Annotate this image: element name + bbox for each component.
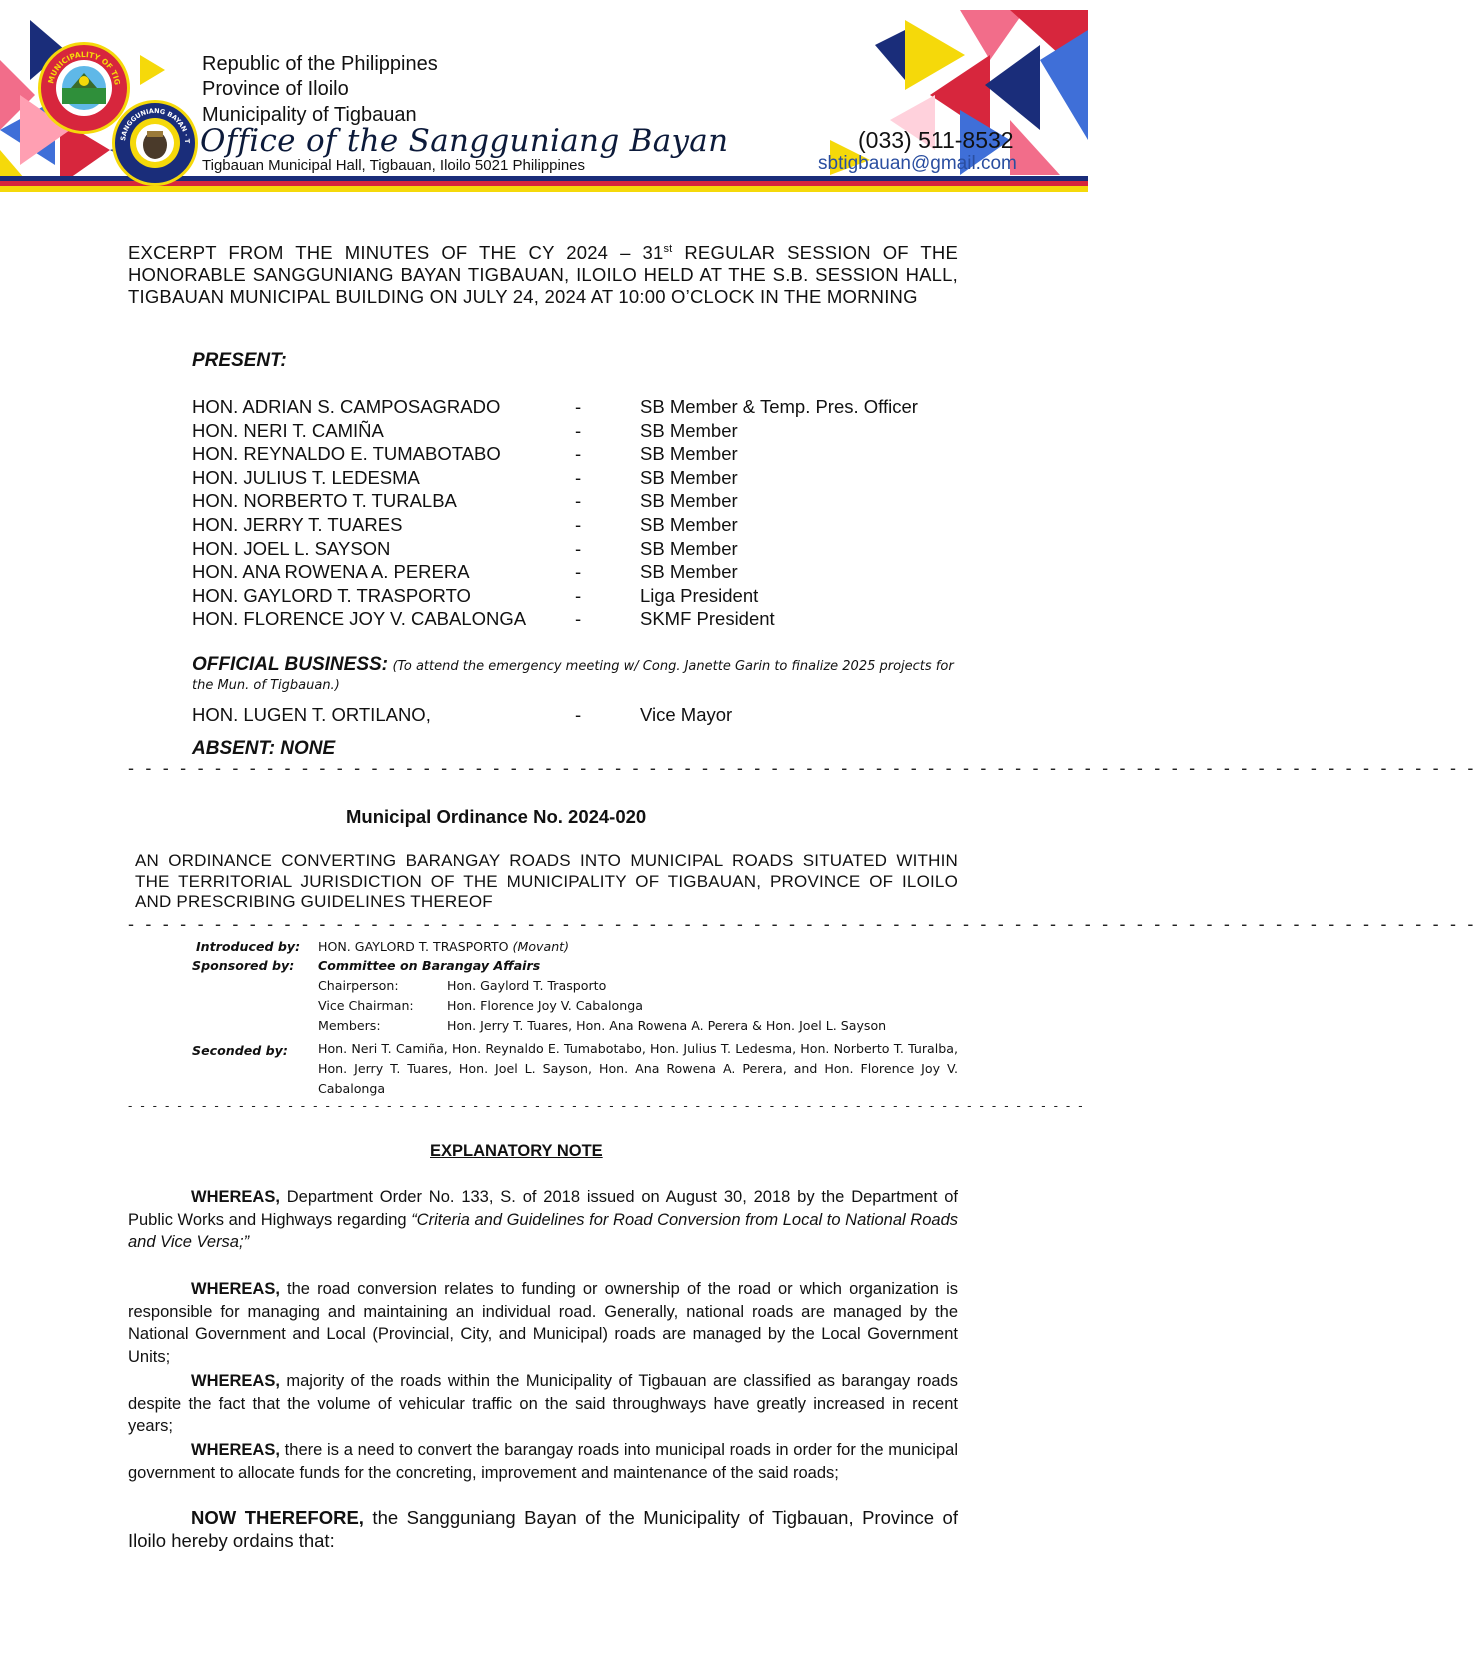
introduced-label: Introduced by: <box>196 939 301 954</box>
committee-name: Committee on Barangay Affairs <box>318 958 541 973</box>
member-role: SB Member <box>640 443 738 465</box>
official-business-note-cont: the Mun. of Tigbauan.) <box>192 678 340 693</box>
seal-left-text: MUNICIPALITY OF TIG <box>46 49 122 86</box>
decor-triangle <box>960 10 1025 60</box>
member-separator: - <box>575 490 582 512</box>
whereas-keyword: WHEREAS, <box>191 1441 280 1459</box>
member-separator: - <box>575 396 582 417</box>
whereas-3-text: majority of the roads within the Municipality of Tigbauan are classified as barangay roads despite the fact that the volume of vehicular traffic on the said throughways have greatly increased in recent years; <box>128 1372 958 1435</box>
member-name: HON. JOEL L. SAYSON <box>192 537 391 559</box>
member-role: SKMF President <box>640 608 775 630</box>
member-separator: - <box>575 537 582 559</box>
decor-triangle <box>985 45 1040 130</box>
decor-triangle <box>875 30 905 80</box>
ordinance-title: AN ORDINANCE CONVERTING BARANGAY ROADS INTO MUNICIPAL ROADS SITUATED WITHIN THE TERRITORIAL JURISDICTION OF THE MUNICIPALITY OF TIGBAUAN, PROVINCE OF ILOILO AND PRESCRIBING GUIDELINES THEREOF <box>135 851 958 911</box>
chair-label: Chairperson: <box>318 978 399 993</box>
country-line: Republic of the Philippines <box>202 53 438 75</box>
member-separator: - <box>575 608 582 630</box>
decor-triangle <box>1040 30 1088 140</box>
seconded-label: Seconded by: <box>192 1043 288 1058</box>
member-role: SB Member <box>640 490 738 512</box>
office-email[interactable]: sbtigbauan@gmail.com <box>818 153 1017 174</box>
member-role: SB Member <box>640 466 738 488</box>
whereas-4-text: there is a need to convert the barangay roads into municipal roads in order for the municipal government to allocate funds for the concreting, improvement and maintenance of the said roads; <box>128 1441 958 1482</box>
member-separator: - <box>575 443 582 465</box>
caption-text-1: EXCERPT FROM THE MINUTES OF THE CY 2024 – 31 <box>128 242 664 264</box>
member-name: HON. FLORENCE JOY V. CABALONGA <box>192 608 527 630</box>
ob-name: HON. LUGEN T. ORTILANO, <box>192 704 431 725</box>
seal-right-text: SANGGUNIANG BAYAN · T <box>119 106 192 144</box>
now-therefore-paragraph <box>128 1507 958 1552</box>
whereas-keyword: WHEREAS, <box>191 1372 280 1390</box>
introduced-name: HON. GAYLORD T. TRASPORTO <box>318 939 509 954</box>
member-separator: - <box>575 466 582 488</box>
official-business-label: OFFICIAL BUSINESS: <box>192 654 388 675</box>
whereas-paragraph-1 <box>128 1186 958 1254</box>
whereas-keyword: WHEREAS, <box>191 1280 280 1298</box>
sponsored-label: Sponsored by: <box>192 958 295 973</box>
member-name: HON. JERRY T. TUARES <box>192 514 403 535</box>
member-name: HON. JULIUS T. LEDESMA <box>192 466 420 488</box>
ordinance-number: Municipal Ordinance No. 2024-020 <box>346 806 647 827</box>
separator-line: - - - - - - - - - - - - - - - - - - - - - - - - - - - - - - - - - - - - - - - - - - - - - - - - - - - - - - - - - - - - - - - - - - - - - - - - - - - - - - <box>128 758 1477 778</box>
member-separator: - <box>575 561 582 583</box>
province-line: Province of Iloilo <box>202 78 349 100</box>
now-therefore-keyword: NOW THEREFORE, <box>191 1507 364 1528</box>
member-name: HON. ADRIAN S. CAMPOSAGRADO <box>192 396 501 417</box>
member-separator: - <box>575 419 582 441</box>
official-business-row <box>192 654 954 676</box>
minutes-caption <box>128 238 958 308</box>
vice-value: Hon. Florence Joy V. Cabalonga <box>447 998 643 1013</box>
whereas-1-text: Department Order No. 133, S. of 2018 issued on August 30, 2018 by the Department of Public Works and Highways regarding <box>128 1188 958 1229</box>
whereas-paragraph-2 <box>128 1278 958 1368</box>
member-separator: - <box>575 514 582 535</box>
municipality-line: Municipality of Tigbauan <box>202 104 417 126</box>
whereas-2-text: the road conversion relates to funding or ownership of the road or which organization is responsible for managing and maintaining an individual road. Generally, national roads are managed by the National Government and Local (Provincial, City, and Municipal) roads are managed by the Local Government Units; <box>128 1280 958 1366</box>
whereas-keyword: WHEREAS, <box>191 1188 280 1206</box>
ob-separator: - <box>575 704 582 725</box>
office-address: Tigbauan Municipal Hall, Tigbauan, Iloilo 5021 Philippines <box>202 157 586 174</box>
now-therefore-text: the Sangguniang Bayan of the Municipality of Tigbauan, Province of Iloilo hereby ordains that: <box>128 1507 958 1551</box>
ob-role: Vice Mayor <box>640 704 733 725</box>
office-title: Office of the Sangguniang Bayan <box>200 123 729 159</box>
member-role: SB Member <box>640 561 738 583</box>
member-role: SB Member <box>640 419 738 441</box>
separator-line: - - - - - - - - - - - - - - - - - - - - - - - - - - - - - - - - - - - - - - - - - - - - - - - - - - - - - - - - - - - - - - - - - - - - - - - - - - - - - - <box>128 914 1477 934</box>
member-role: SB Member <box>640 537 738 559</box>
absent-label: ABSENT: NONE <box>192 738 336 759</box>
member-name: HON. NERI T. CAMIÑA <box>192 419 384 441</box>
office-phone: (033) 511-8532 <box>858 127 1014 153</box>
present-label: PRESENT: <box>192 350 287 371</box>
explanatory-heading: EXPLANATORY NOTE <box>430 1142 603 1160</box>
members-label: Members: <box>318 1018 381 1033</box>
member-role: Liga President <box>640 584 759 606</box>
member-name: HON. ANA ROWENA A. PERERA <box>192 561 470 583</box>
member-name: HON. NORBERTO T. TURALBA <box>192 490 457 512</box>
caption-text-2: REGULAR SESSION OF THE HONORABLE SANGGUNIANG BAYAN TIGBAUAN, ILOILO HELD AT THE S.B. SESSION HALL, TIGBAUAN MUNICIPAL BUILDING ON JULY 24, 2024 AT 10:00 O’CLOCK IN THE MORNING <box>128 242 958 308</box>
member-role: SB Member <box>640 514 738 535</box>
member-name: HON. GAYLORD T. TRASPORTO <box>192 584 471 606</box>
whereas-1-italic: “Criteria and Guidelines for Road Conversion from Local to National Roads and Vice Versa;” <box>128 1210 958 1251</box>
chair-value: Hon. Gaylord T. Trasporto <box>447 978 607 993</box>
caption-ordinal: st <box>663 243 673 255</box>
whereas-paragraph-4 <box>128 1439 958 1484</box>
official-business-note: (To attend the emergency meeting w/ Cong. Janette Garin to finalize 2025 projects for <box>392 659 954 674</box>
decor-triangle <box>140 55 165 85</box>
member-role: SB Member & Temp. Pres. Officer <box>640 396 918 417</box>
seconded-value: Hon. Neri T. Camiña, Hon. Reynaldo E. Tumabotabo, Hon. Julius T. Ledesma, Hon. Norberto T. Turalba, Hon. Jerry T. Tuares, Hon. Joel L. Sayson, Hon. Ana Rowena A. Perera, and Hon. Florence Joy V. Cabalonga <box>318 1041 958 1096</box>
members-value: Hon. Jerry T. Tuares, Hon. Ana Rowena A. Perera & Hon. Joel L. Sayson <box>447 1018 887 1033</box>
introduced-note: (Movant) <box>512 939 570 954</box>
separator-line: - - - - - - - - - - - - - - - - - - - - - - - - - - - - - - - - - - - - - - - - - - - - - - - - - - - - - - - - - - - - - - - - - - - - - - - - - - - - - - <box>128 1098 1085 1113</box>
introduced-value <box>318 939 569 954</box>
sangguniang-bayan-seal-logo <box>112 100 198 186</box>
whereas-paragraph-3 <box>128 1370 958 1438</box>
member-name: HON. REYNALDO E. TUMABOTABO <box>192 443 501 465</box>
decor-triangle <box>1010 120 1060 175</box>
vice-label: Vice Chairman: <box>318 998 414 1013</box>
member-separator: - <box>575 584 582 606</box>
